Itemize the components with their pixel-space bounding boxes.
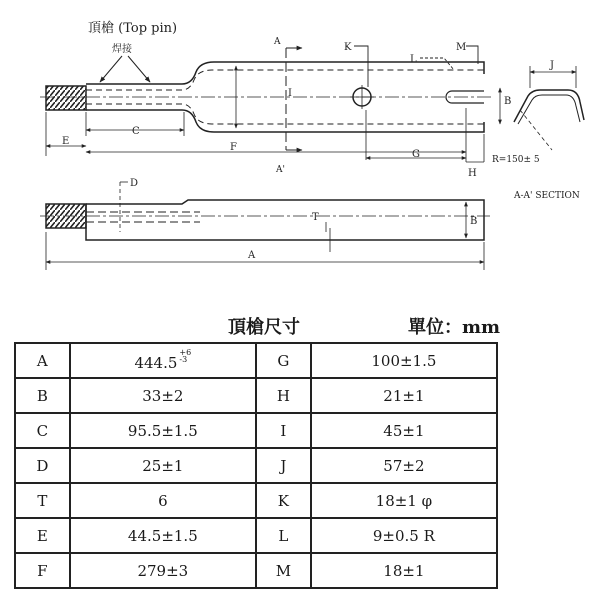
dim-value: 44.5±1.5 bbox=[70, 518, 256, 553]
dim-h: H bbox=[468, 168, 477, 179]
dim-d: D bbox=[130, 178, 139, 189]
section-dim-b: B bbox=[504, 96, 512, 107]
thread-top bbox=[46, 86, 86, 110]
dim-value bbox=[70, 343, 256, 378]
dim-key: K bbox=[256, 483, 311, 518]
side-dim-b: B bbox=[470, 216, 478, 227]
tolerance bbox=[179, 349, 191, 363]
dim-value: 279±3 bbox=[70, 553, 256, 588]
section-mark-a: A bbox=[274, 37, 281, 47]
dim-value: 95.5±1.5 bbox=[70, 413, 256, 448]
dim-i: I bbox=[288, 88, 292, 99]
tolerance-up: +6 bbox=[179, 348, 192, 357]
dim-key: E bbox=[15, 518, 70, 553]
dim-key: C bbox=[15, 413, 70, 448]
table-row bbox=[15, 343, 497, 378]
dim-value: 100±1.5 bbox=[311, 343, 497, 378]
side-view bbox=[40, 200, 490, 240]
dim-key: D bbox=[15, 448, 70, 483]
table-row bbox=[15, 378, 497, 413]
dim-value: 25±1 bbox=[70, 448, 256, 483]
dim-key: L bbox=[256, 518, 311, 553]
section-caption: A-A' SECTION bbox=[514, 191, 580, 201]
dim-key: F bbox=[15, 553, 70, 588]
dim-key: A bbox=[15, 343, 70, 378]
table-title: 頂槍尺寸 bbox=[228, 317, 300, 338]
dim-k: K bbox=[344, 42, 352, 53]
dim-value: 45±1 bbox=[311, 413, 497, 448]
dim-value-main: 444.5 bbox=[134, 354, 178, 372]
section-mark-a-prime: A' bbox=[276, 165, 285, 175]
dim-value: 6 bbox=[70, 483, 256, 518]
dim-key: J bbox=[256, 448, 311, 483]
dim-f: F bbox=[230, 142, 237, 153]
table-row bbox=[15, 553, 497, 588]
dim-j: J bbox=[550, 60, 555, 71]
dim-c: C bbox=[132, 126, 140, 137]
table-row bbox=[15, 483, 497, 518]
unit-label: 單位：mm bbox=[408, 317, 501, 338]
dim-value: 57±2 bbox=[311, 448, 497, 483]
table-row bbox=[15, 448, 497, 483]
section-view bbox=[500, 66, 584, 150]
dim-value: 18±1 bbox=[311, 553, 497, 588]
dim-key: T bbox=[15, 483, 70, 518]
dim-value: 21±1 bbox=[311, 378, 497, 413]
dim-value: 9±0.5 R bbox=[311, 518, 497, 553]
tolerance-down: -3 bbox=[179, 355, 188, 364]
dim-key: B bbox=[15, 378, 70, 413]
dim-key: H bbox=[256, 378, 311, 413]
dim-g: G bbox=[412, 149, 420, 160]
dim-key: M bbox=[256, 553, 311, 588]
dim-m: M bbox=[456, 42, 467, 53]
dim-l: L bbox=[410, 54, 417, 65]
dim-key: G bbox=[256, 343, 311, 378]
dim-a: A bbox=[248, 250, 256, 261]
weld-label: 焊接 bbox=[112, 44, 132, 55]
table-row bbox=[15, 413, 497, 448]
dim-key: I bbox=[256, 413, 311, 448]
dim-value: 33±2 bbox=[70, 378, 256, 413]
dim-e: E bbox=[62, 136, 70, 147]
table-row bbox=[15, 518, 497, 553]
radius-note: R=150± 5 bbox=[492, 155, 540, 165]
dim-t: T bbox=[312, 212, 319, 223]
drawing-title: 頂槍 (Top pin) bbox=[88, 21, 178, 36]
dimension-table bbox=[14, 342, 498, 589]
dim-value: 18±1 φ bbox=[311, 483, 497, 518]
